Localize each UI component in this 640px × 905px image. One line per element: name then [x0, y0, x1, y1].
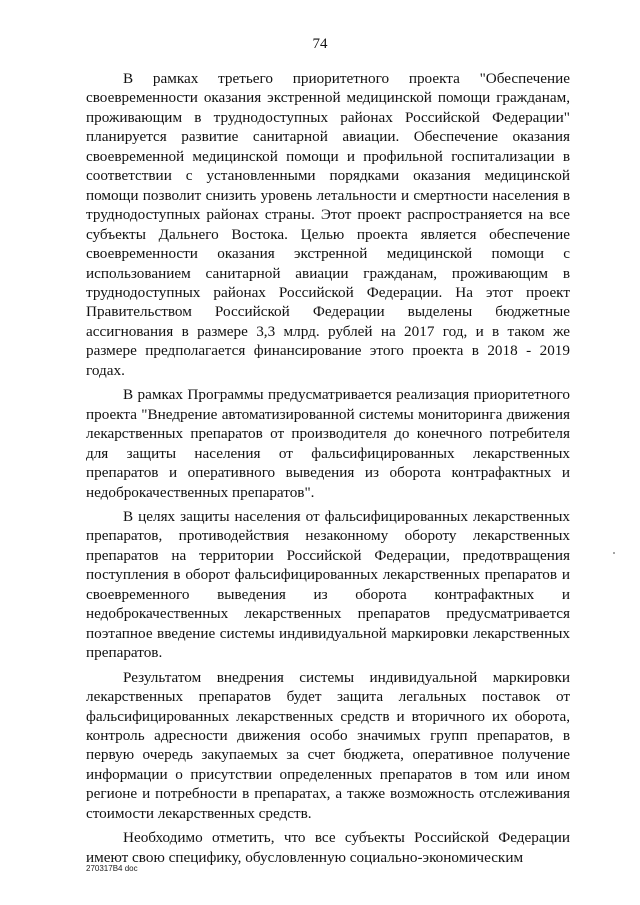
paragraph-regional-specifics: Необходимо отметить, что все субъекты Российской Федерации имеют свою специфику, обусловленную социально-экономическим	[86, 829, 570, 866]
paragraph-sanitary-aviation: В рамках третьего приоритетного проекта "Обеспечение своевременности оказания экстренной медицинской помощи гражданам, проживающим в труднодоступных районах Российской Федерации" планируется развитие санитарной авиации. Обеспечение оказания своевременной медицинской помощи и профильной госпитализации в соответствии с установленными порядками оказания медицинской помощи позволит снизить уровень летальности и смертности населения в труднодоступных районах страны. Этот проект распространяется на все субъекты Дальнего Востока. Целью проекта является обеспечение своевременности оказания экстренной медицинской помощи с использованием санитарной авиации гражданам, проживающим в труднодоступных районах Российской Федерации. На этот проект Правительством Российской Федерации выделены бюджетные ассигнования в размере 3,3 млрд. рублей на 2017 год, и в таком же размере предполагается финансирование этого проекта в 2018 - 2019 годах.	[86, 70, 570, 379]
page-number: 74	[312, 36, 328, 52]
footer-file-reference: 270317В4 doc	[86, 864, 138, 873]
paragraph-labeling-results: Результатом внедрения системы индивидуальной маркировки лекарственных препаратов будет защита легальных поставок от фальсифицированных лекарственных средств и вторичного их оборота, контроль адресности движения особо значимых групп препаратов, в первую очередь закупаемых за счет бюджета, оперативное получение информации о присутствии определенных препаратов в том или ином регионе и потребности в препаратах, а также возможность отслеживания стоимости лекарственных средств.	[86, 668, 570, 822]
paragraph-counterfeit-protection: В целях защиты населения от фальсифицированных лекарственных препаратов, противодействия незаконному обороту лекарственных препаратов на территории Российской Федерации, предотвращения поступления в оборот фальсифицированных лекарственных препаратов и своевременного выведения из оборота контрафактных и недоброкачественных лекарственных препаратов предусматривается поэтапное введение системы индивидуальной маркировки лекарственных препаратов.	[86, 507, 570, 662]
paragraph-drug-monitoring-project: В рамках Программы предусматривается реализация приоритетного проекта "Внедрение автоматизированной системы мониторинга движения лекарственных препаратов от производителя до конечного потребителя для защиты населения от фальсифицированных лекарственных препаратов и оперативного выведения из оборота контрафактных и недоброкачественных препаратов".	[86, 386, 570, 501]
document-body	[86, 69, 570, 867]
scan-speck	[613, 552, 615, 554]
